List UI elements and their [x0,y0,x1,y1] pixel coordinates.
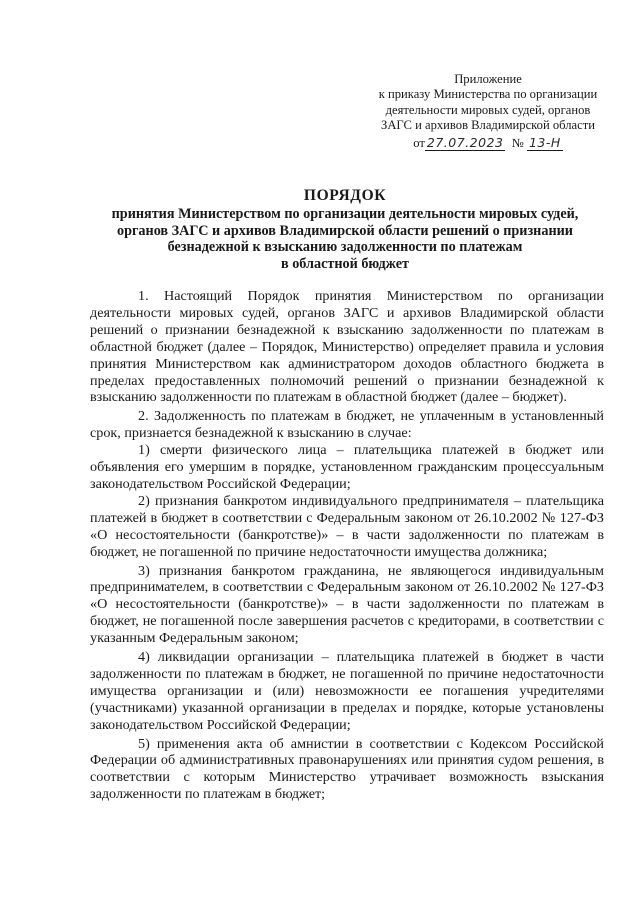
document-body [90,288,604,803]
document-title: ПОРЯДОК [303,187,387,204]
appendix-line: ЗАГС и архивов Владимирской области [381,118,595,133]
document-subtitle-line: безнадежной к взысканию задолженности по платежам [167,239,523,256]
number-prefix: № [511,135,524,150]
appendix-line: деятельности мировых судей, органов [385,102,591,117]
paragraph-1: 1. Настоящий Порядок принятия Министерством по организации деятельности мировых судей, органов ЗАГС и архивов Владимирской области решений о признании безнадежной к взысканию задолженности по платежам в областной бюджет (далее – Порядок, Министерство) определяет правила и условия принятия Министерством как администратором доходов областного бюджета в пределах предоставленных полномочий решений о признании безнадежной к взысканию задолженности по платежам в областной бюджет (далее – бюджет). [90,288,604,406]
document-title-block [80,188,610,272]
appendix-line: Приложение [454,72,522,86]
list-item-2: 2) признания банкротом индивидуального предпринимателя – плательщика платежей в бюджет в соответствии с Федеральным законом от 26.10.2002 № 127-ФЗ «О несостоятельности (банкротстве)» – в части задолженности по платежам в бюджет, не погашенной по причине недостаточности имущества должника; [90,492,604,560]
appendix-line: к приказу Министерства по организации [378,87,598,102]
date-prefix: от [413,135,425,150]
appendix-header [368,72,608,151]
list-item-1: 1) смерти физического лица – плательщика платежей в бюджет или объявления его умершим в порядке, установленном гражданским процессуальным законодательством Российской Федерации; [90,442,604,492]
document-subtitle-line: в областной бюджет [280,255,410,272]
document-subtitle-line: органов ЗАГС и архивов Владимирской области решений о признании [117,222,573,239]
appendix-date-line [368,135,608,151]
paragraph-2: 2. Задолженность по платежам в бюджет, не уплаченным в установленный срок, признается безнадежной к взысканию в случае: [90,408,604,442]
list-item-5: 5) применения акта об амнистии в соответствии с Кодексом Российской Федерации об административных правонарушениях или принятия судом решения, в соответствии с которым Министерство утрачивает возможность взыскания задолженности по платежам в бюджет; [90,735,604,803]
list-item-4: 4) ликвидации организации – плательщика платежей в бюджет в части задолженности по платежам в бюджет, не погашенной по причине недостаточности имущества организации и (или) невозможности ее погашения учредителями (участниками) указанной организации в пределах и порядке, которые установлены законодательством Российской Федерации; [90,649,604,733]
handwritten-number: 13-Н [528,134,561,150]
document-subtitle-line: принятия Министерством по организации деятельности мировых судей, [111,206,579,223]
list-item-3: 3) признания банкротом гражданина, не являющегося индивидуальным предпринимателем, в соответствии с Федеральным законом от 26.10.2002 № 127-ФЗ «О несостоятельности (банкротстве)» – в части задолженности по платежам в бюджет, не погашенной после завершения расчетов с кредиторами, в соответствии с указанным Федеральным законом; [90,562,604,647]
handwritten-date: 27.07.2023 [426,134,504,150]
